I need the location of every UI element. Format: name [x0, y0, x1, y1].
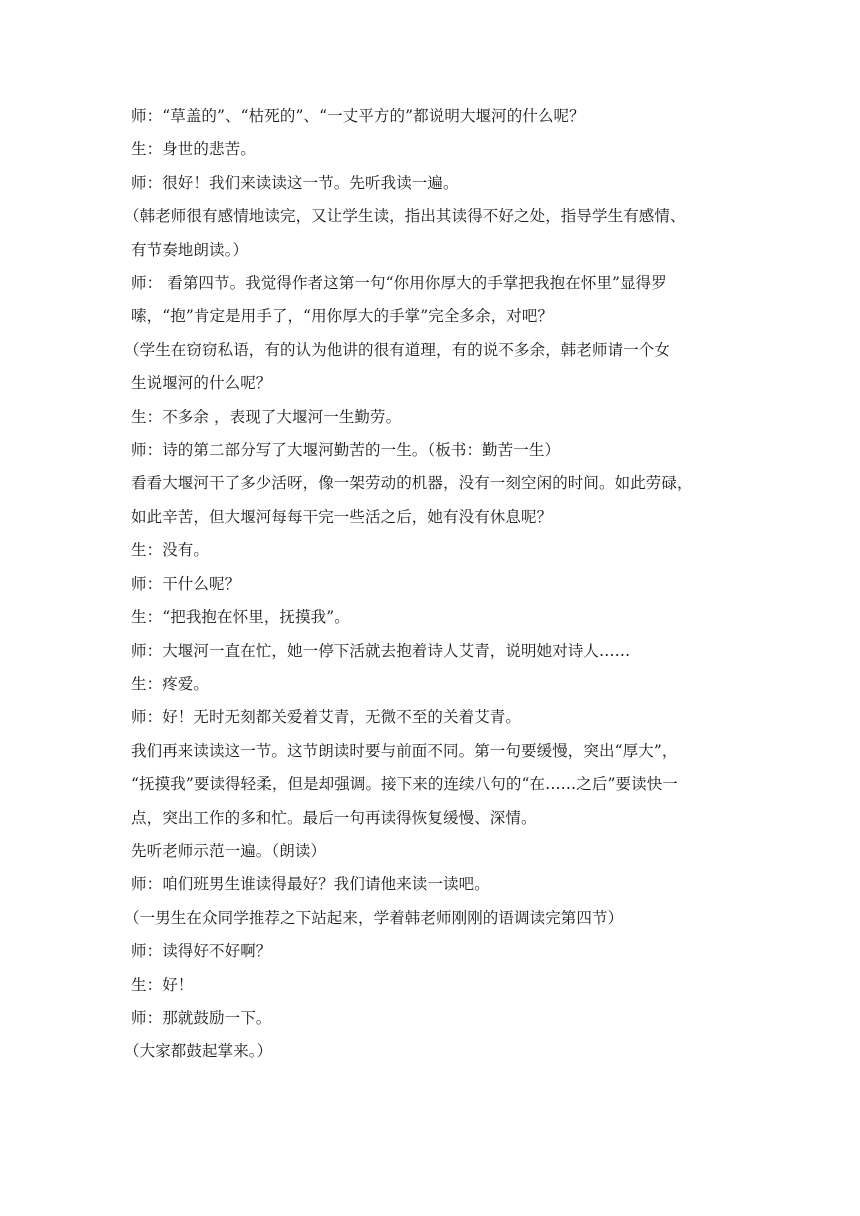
- text-line: 师：“草盖的”、“枯死的”、“一丈平方的”都说明大堰河的什么呢？: [131, 107, 585, 125]
- text-line: 师：很好！我们来读读这一节。先听我读一遍。: [131, 173, 459, 192]
- document-body: [124, 100, 731, 1069]
- text-line: 我们再来读读这一节。这节朗读时要与前面不同。第一句要缓慢，突出“厚大”，: [131, 741, 678, 760]
- text-line: 师：好！无时无刻都关爱着艾青，无微不至的关着艾青。: [131, 708, 522, 727]
- text-line: 师：咱们班男生谁读得最好？我们请他来读一读吧。: [131, 875, 490, 894]
- text-line: “抚摸我”要读得轻柔，但是却强调。接下来的连续八句的“在……之后”要读快一: [131, 775, 678, 794]
- text-line: 师：读得好不好啊？: [131, 942, 272, 961]
- text-line: 嗦，“抱”肯定是用手了，“用你厚大的手掌”完全多余，对吧？: [131, 307, 554, 326]
- text-line: 如此辛苦，但大堰河每每干完一些活之后，她有没有休息呢？: [131, 507, 553, 526]
- text-line: 师： 看第四节。我觉得作者这第一句“你用你厚大的手掌把我抱在怀里”显得罗: [131, 274, 667, 293]
- text-line: 生：不多余 ，表现了大堰河一生勤劳。: [131, 407, 402, 426]
- text-line: （大家都鼓起掌来。）: [124, 1042, 273, 1061]
- text-line: 看看大堰河干了多少活呀，像一架劳动的机器，没有一刻空闲的时间。如此劳碌，: [131, 474, 693, 493]
- text-line: 生：疼爱。: [131, 674, 210, 693]
- text-line: （韩老师很有感情地读完，又让学生读，指出其读得不好之处，指导学生有感情、: [124, 207, 686, 226]
- text-line: 生：身世的悲苦。: [131, 140, 256, 159]
- text-line: 先听老师示范一遍。（朗读）: [131, 841, 327, 860]
- text-line: 师：那就鼓励一下。: [131, 1008, 272, 1027]
- text-line: 师：大堰河一直在忙，她一停下活就去抱着诗人艾青，说明她对诗人……: [131, 641, 631, 660]
- text-line: （学生在窃窃私语，有的认为他讲的很有道理，有的说不多余，韩老师请一个女: [124, 340, 671, 359]
- text-line: 师：诗的第二部分写了大堰河勤苦的一生。（板书：勤苦一生）: [131, 441, 561, 460]
- text-line: 生：没有。: [131, 541, 210, 560]
- text-line: 师：干什么呢？: [131, 574, 241, 593]
- text-line: 有节奏地朗读。）: [131, 240, 249, 259]
- text-line: 生说堰河的什么呢？: [131, 374, 272, 393]
- text-line: 生：好！: [131, 975, 194, 994]
- text-line: 点，突出工作的多和忙。最后一句再读得恢复缓慢、深情。: [131, 808, 537, 827]
- text-line: （一男生在众同学推荐之下站起来，学着韩老师刚刚的语调读完第四节）: [124, 908, 624, 927]
- text-line: 生：“把我抱在怀里，抚摸我”。: [131, 608, 350, 627]
